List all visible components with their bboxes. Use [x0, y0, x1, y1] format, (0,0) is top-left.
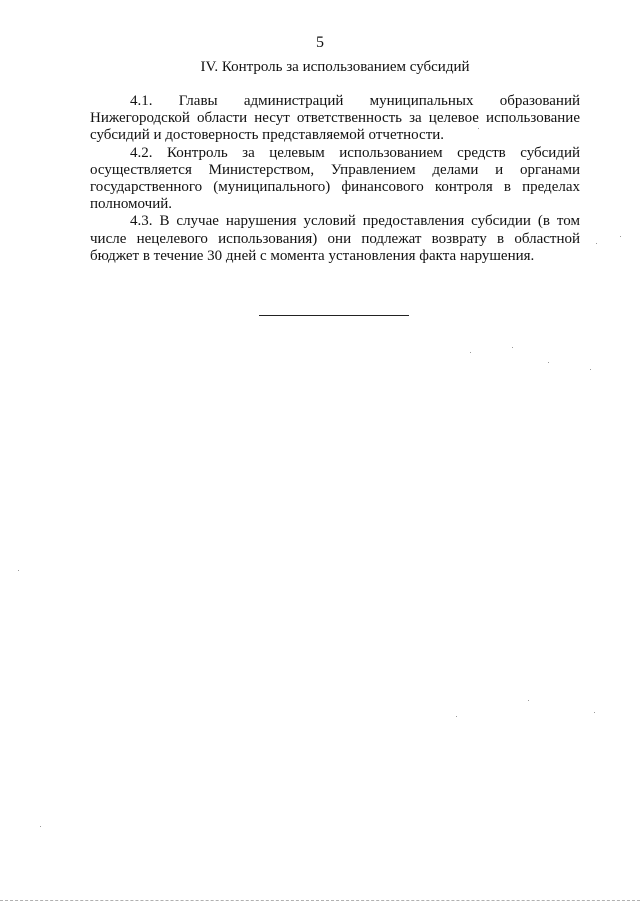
end-separator-line — [259, 315, 409, 316]
scan-speck — [548, 362, 549, 363]
paragraph-4-1: 4.1. Главы администраций муниципальных образований Нижегородской области несут ответственность за целевое использование субсидий и достоверность представляемой отчетности. — [90, 93, 580, 144]
page-number: 5 — [316, 34, 324, 51]
paragraph-4-2: 4.2. Контроль за целевым использованием средств субсидий осуществляется Министерством, Управлением делами и органами государственного (муниципального) финансового контроля в пределах полномочий. — [90, 144, 580, 213]
scan-speck — [528, 700, 529, 701]
scan-bottom-edge — [0, 900, 640, 901]
scan-speck — [18, 570, 19, 571]
section-title: IV. Контроль за использованием субсидий — [200, 59, 470, 75]
scan-speck — [590, 369, 591, 370]
scan-speck — [596, 243, 597, 244]
scan-speck — [470, 352, 471, 353]
scan-speck — [594, 712, 595, 713]
paragraph-4-3: 4.3. В случае нарушения условий предоставления субсидии (в том числе нецелевого использования) они подлежат возврату в областной бюджет в течение 30 дней с момента установления факта нарушения. — [90, 213, 580, 264]
scan-speck — [512, 347, 513, 348]
scan-speck — [478, 128, 479, 129]
section-body — [90, 93, 580, 265]
scan-speck — [456, 716, 457, 717]
scan-speck — [620, 236, 621, 237]
scan-speck — [40, 826, 41, 827]
